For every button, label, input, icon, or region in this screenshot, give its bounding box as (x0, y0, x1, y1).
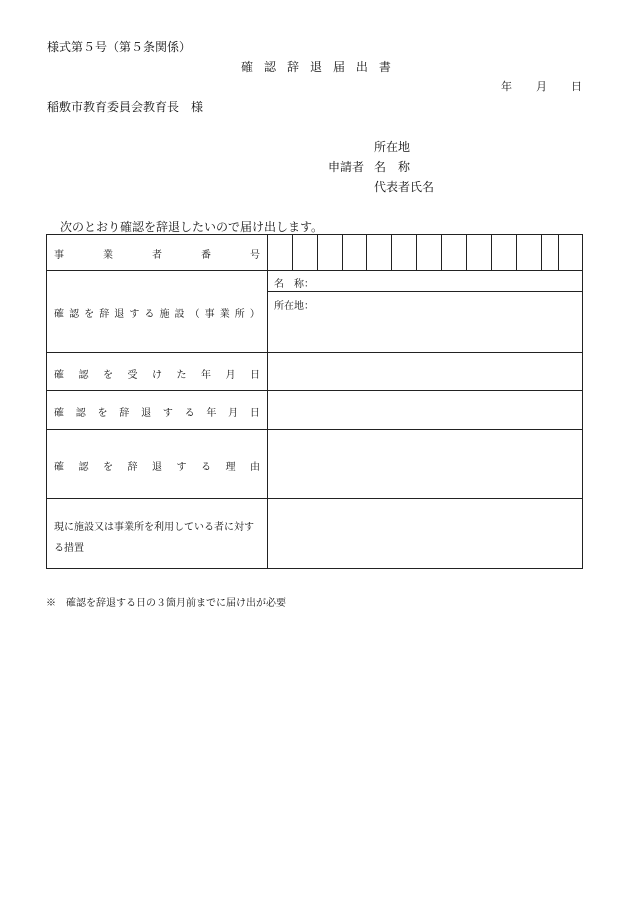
digit-box-divider (466, 234, 467, 271)
label-char: 認 (69, 309, 80, 320)
date-field (501, 78, 582, 94)
label-char: 年 (206, 408, 217, 419)
label-char: （ (189, 309, 200, 320)
label-char: る (144, 309, 155, 320)
label-char: け (152, 370, 162, 381)
business-number-label (54, 246, 260, 261)
digit-box-divider (366, 234, 367, 271)
label-char: 業 (219, 309, 230, 320)
label-char: 受 (127, 370, 138, 381)
label-char: 確 (54, 309, 64, 320)
label-char: を (103, 370, 113, 381)
label-char: 番 (201, 250, 211, 261)
label-char: 退 (152, 462, 162, 473)
form-number-label: 様式第５号（第５条関係） (47, 40, 192, 54)
withdraw-date-label (54, 404, 260, 419)
label-char: 事 (54, 250, 64, 261)
intro-text: 次のとおり確認を辞退したいので届け出します。 (60, 220, 324, 234)
label-char: 号 (250, 250, 260, 261)
footnote: ※ 確認を辞退する日の３箇月前までに届け出が必要 (46, 598, 286, 609)
facility-name-label: 名 称： (274, 279, 314, 290)
label-char: 認 (75, 408, 86, 419)
label-char: 由 (250, 462, 260, 473)
label-char: 所 (234, 309, 245, 320)
received-date-label (54, 366, 260, 381)
digit-box-divider (491, 234, 492, 271)
digit-box-divider (416, 234, 417, 271)
label-char: 日 (571, 80, 582, 93)
label-char: 確 (54, 408, 64, 419)
label-char: 認 (263, 60, 276, 74)
label-char: 確 (54, 370, 64, 381)
facility-address-label: 所在地： (274, 301, 314, 312)
label-char: 者 (152, 250, 162, 261)
facility-label (54, 305, 260, 320)
label-char: を (84, 309, 95, 320)
label-char: 認 (78, 370, 89, 381)
digit-box-divider (292, 234, 293, 271)
label-char: 業 (103, 250, 113, 261)
digit-box-divider (558, 234, 559, 271)
label-char: 辞 (99, 309, 110, 320)
digit-box-divider (317, 234, 318, 271)
label-char: 辞 (286, 60, 299, 74)
label-char: す (129, 309, 140, 320)
label-char: た (176, 370, 187, 381)
label-char: 月 (225, 370, 236, 381)
label-char: 辞 (119, 408, 130, 419)
label-char: 年 (501, 80, 512, 93)
digit-box-divider (441, 234, 442, 271)
label-char: す (162, 408, 173, 419)
digit-box-divider (516, 234, 517, 271)
label-char: 月 (536, 80, 547, 93)
digit-box-divider (391, 234, 392, 271)
label-char: を (97, 408, 108, 419)
label-char: る (201, 462, 211, 473)
digit-box-divider (342, 234, 343, 271)
measures-label-line1: 現に施設又は事業所を利用している者に対す (54, 522, 254, 533)
label-char: 確 (241, 60, 254, 74)
measures-label-line2: る措置 (54, 543, 84, 554)
label-char: 辞 (127, 462, 138, 473)
label-char: 認 (78, 462, 89, 473)
label-char: 事 (204, 309, 215, 320)
label-char: ） (249, 309, 260, 320)
label-char: 退 (141, 408, 152, 419)
label-char: 設 (174, 309, 185, 320)
label-char: 出 (355, 60, 368, 74)
applicant-label: 申請者 (328, 160, 365, 174)
applicant-representative-label: 代表者氏名 (374, 180, 435, 194)
addressee: 稲敷市教育委員会教育長 様 (47, 100, 204, 114)
withdraw-reason-label (54, 458, 260, 473)
label-char: 日 (249, 408, 260, 419)
label-char: 書 (378, 60, 391, 74)
document-title (241, 58, 391, 75)
label-char: 届 (332, 60, 345, 74)
label-char: る (184, 408, 195, 419)
label-char: 日 (250, 370, 260, 381)
label-char: 月 (228, 408, 239, 419)
applicant-address-label: 所在地 (374, 140, 411, 154)
label-char: 年 (201, 370, 211, 381)
label-char: 退 (114, 309, 125, 320)
label-char: 確 (54, 462, 64, 473)
label-char: 退 (309, 60, 322, 74)
label-char: す (176, 462, 187, 473)
label-char: 施 (159, 309, 170, 320)
label-char: を (103, 462, 113, 473)
digit-box-divider (541, 234, 542, 271)
applicant-name-label: 名 称 (374, 160, 411, 174)
label-char: 理 (225, 462, 236, 473)
